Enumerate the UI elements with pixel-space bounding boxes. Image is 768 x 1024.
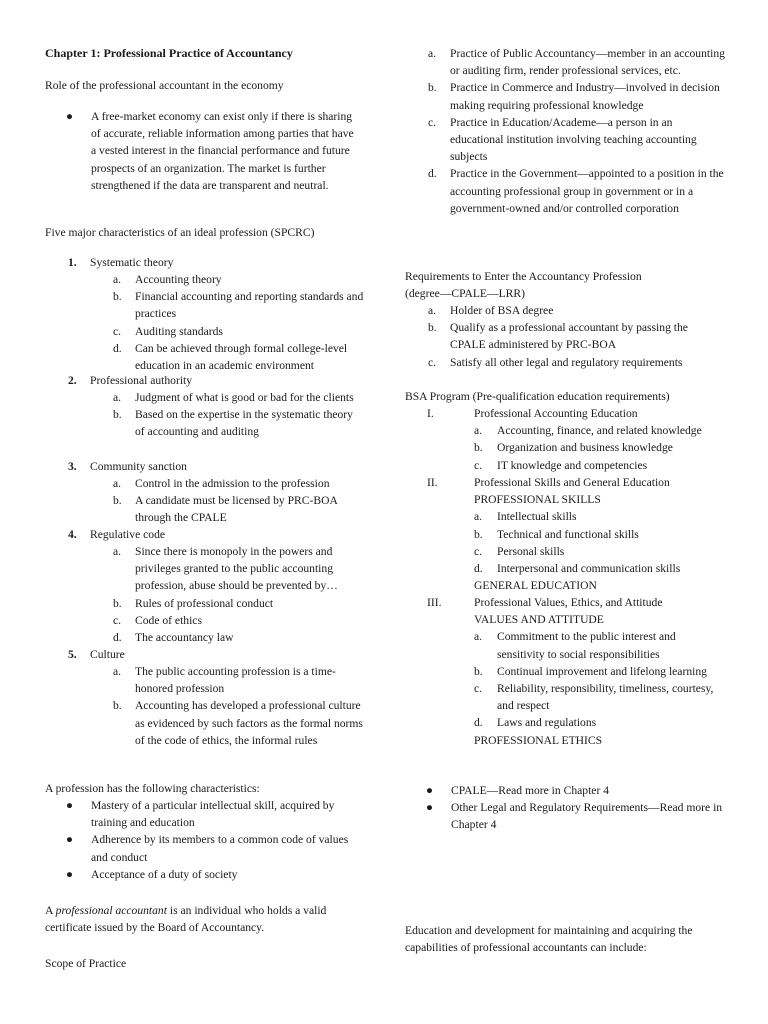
- five-characteristics-heading: Five major characteristics of an ideal profession (SPCRC): [45, 226, 315, 239]
- profession-heading: A profession has the following characteristics:: [45, 782, 260, 795]
- list-item: Laws and regulations: [497, 716, 597, 730]
- list-item: Commitment to the public interest and sensitivity to social responsibilities: [497, 630, 676, 661]
- list-item: Acceptance of a duty of society: [91, 867, 238, 881]
- list-item: Qualify as a professional accountant by passing the CPALE administered by PRC-BOA: [450, 321, 688, 352]
- list-item: Practice in the Government—appointed to a position in the accounting professional group in government or in a government-owned and/or controlled corporation: [450, 167, 724, 215]
- characteristic-label: Community sanction: [90, 460, 187, 473]
- section-label: Professional Accounting Education: [474, 407, 638, 420]
- list-item: Adherence by its members to a common code of values and conduct: [91, 833, 349, 864]
- list-item: Accounting has developed a professional culture as evidenced by such factors as the formal norms of the code of ethics, the informal rules: [135, 699, 363, 747]
- role-heading: Role of the professional accountant in the economy: [45, 79, 284, 92]
- section-label: Professional Skills and General Education: [474, 476, 670, 489]
- characteristic-3: 3. Community sanction a. Control in the admission to the profession b. A candidate must be licensed by PRC-BOA through the CPALE: [68, 460, 338, 525]
- bullet-icon: ●: [66, 799, 74, 812]
- bsa-heading: BSA Program (Pre-qualification education requirements): [405, 390, 670, 403]
- roman-numeral: III.: [427, 596, 442, 609]
- list-item: Financial accounting and reporting standards and practices: [135, 290, 364, 321]
- list-item: Organization and business knowledge: [497, 441, 673, 455]
- profession-bullets: [66, 797, 364, 883]
- list-item: Control in the admission to the profession: [135, 477, 330, 490]
- characteristic-label: Systematic theory: [90, 256, 174, 269]
- bsa-section-2: II. Professional Skills and General Education PROFESSIONAL SKILLS a. Intellectual skills b. Technical and functional skills c. Personal skills d. Interpersonal and communication skills GENERAL EDUCATION: [405, 474, 725, 594]
- characteristic-4: 4. Regulative code a. Since there is monopoly in the powers and privileges granted to the public accounting profession, abuse should be prevented by… b. Rules of professional conduct c. Code of ethics d. The accountancy law: [68, 528, 338, 645]
- characteristic-label: Professional authority: [90, 374, 193, 387]
- list-item: Holder of BSA degree: [450, 304, 554, 317]
- section-label: Professional Values, Ethics, and Attitude: [474, 596, 663, 609]
- bullet-icon: ●: [66, 110, 74, 123]
- list-item: Technical and functional skills: [497, 527, 639, 541]
- list-item: Continual improvement and lifelong learning: [497, 664, 707, 678]
- list-item: Since there is monopoly in the powers and privileges granted to the public accounting profession, abuse should be prevented by…: [135, 545, 338, 593]
- scope-list: a. Practice of Public Accountancy—member in an accounting or auditing firm, render professional services, etc. b. Practice in Commerce and Industry—involved in decision making requiring professional knowledge c. Practice in Education/Academe—a person in an educational institution involving teaching accounting subjects d. Practice in the Government—appointed to a position in the accounting professional group in government or in a government-owned and/or controlled corporation: [428, 47, 725, 215]
- bullet-icon: ●: [66, 833, 74, 847]
- list-item: Practice of Public Accountancy—member in an accounting or auditing firm, render professional services, etc.: [450, 47, 725, 78]
- list-item: Practice in Education/Academe—a person in an educational institution involving teaching accounting subjects: [450, 115, 697, 164]
- scope-heading: Scope of Practice: [45, 957, 127, 970]
- list-item: IT knowledge and competencies: [497, 458, 648, 472]
- roman-numeral: II.: [427, 476, 438, 489]
- bsa-section-1: I. Professional Accounting Education a. Accounting, finance, and related knowledge b. Organization and business knowledge c. IT knowledge and competencies: [427, 407, 702, 472]
- section-subheading: VALUES AND ATTITUDE: [474, 613, 604, 627]
- bullet-icon: ●: [426, 784, 434, 797]
- education-development-text: Education and development for maintaining and acquiring the capabilities of professional accountants can include:: [405, 924, 693, 955]
- chapter-title: Chapter 1: Professional Practice of Accountancy: [45, 46, 293, 60]
- list-number: 2.: [68, 374, 77, 387]
- professional-accountant-definition: A professional accountant is an individual who holds a valid certificate issued by the Board of Accountancy.: [45, 904, 327, 935]
- list-item: Other Legal and Regulatory Requirements—Read more in Chapter 4: [451, 801, 723, 832]
- list-item: Can be achieved through formal college-level education in an academic environment: [135, 341, 348, 373]
- section-footer: GENERAL EDUCATION: [474, 579, 597, 593]
- emphasis-term: professional accountant: [55, 904, 167, 917]
- bullet-icon: ●: [426, 801, 434, 815]
- list-item: Intellectual skills: [497, 510, 577, 524]
- characteristic-label: Culture: [90, 648, 125, 661]
- list-number: 3.: [68, 460, 77, 473]
- section-subheading: PROFESSIONAL SKILLS: [474, 493, 601, 507]
- list-item: Rules of professional conduct: [135, 596, 274, 610]
- list-number: 5.: [68, 648, 77, 661]
- list-item: Mastery of a particular intellectual skill, acquired by training and education: [91, 799, 335, 830]
- list-item: Reliability, responsibility, timeliness, courtesy, and respect: [497, 682, 714, 713]
- list-item: The public accounting profession is a time-honored profession: [135, 665, 336, 696]
- requirements-heading: Requirements to Enter the Accountancy Profession: [405, 270, 642, 283]
- requirements-subheading: (degree—CPALE—LRR): [405, 287, 526, 300]
- list-item: Interpersonal and communication skills: [497, 562, 681, 576]
- role-bullet: [66, 108, 358, 194]
- list-item: Code of ethics: [135, 613, 202, 627]
- list-item: Auditing standards: [135, 324, 223, 338]
- characteristic-1: 1. Systematic theory a. Accounting theory b. Financial accounting and reporting standards and practices c. Auditing standards d. Can be achieved through formal college-level education in an academic environment: [68, 256, 364, 373]
- list-item: Judgment of what is good or bad for the clients: [135, 391, 354, 404]
- list-item: Accounting, finance, and related knowledge: [497, 424, 702, 438]
- characteristic-label: Regulative code: [90, 528, 166, 541]
- list-item: Satisfy all other legal and regulatory requirements: [450, 355, 683, 369]
- list-item: Personal skills: [497, 544, 565, 558]
- list-item: A candidate must be licensed by PRC-BOA through the CPALE: [135, 494, 338, 525]
- roman-numeral: I.: [427, 407, 434, 420]
- role-bullet-text: A free-market economy can exist only if there is sharing of accurate, reliable information among parties that have a vested interest in the financial performance and future prospects of an organization. The market is further strengthened if the data are transparent and neutral.: [91, 110, 354, 192]
- requirements-list: a. Holder of BSA degree b. Qualify as a professional accountant by passing the CPALE administered by PRC-BOA c. Satisfy all other legal and regulatory requirements: [428, 304, 688, 369]
- list-item: Practice in Commerce and Industry—involved in decision making requiring professional knowledge: [450, 81, 720, 112]
- bsa-section-3: III. Professional Values, Ethics, and Attitude VALUES AND ATTITUDE a. Commitment to the public interest and sensitivity to social responsibilities b. Continual improvement and lifelong learning c. Reliability, responsibility, timeliness, courtesy, and respect d. Laws and regulations PROFESSIONAL ETHICS: [405, 594, 725, 749]
- list-item: The accountancy law: [135, 631, 234, 645]
- bottom-bullets: [426, 782, 726, 834]
- list-number: 1.: [68, 256, 77, 269]
- bullet-icon: ●: [66, 867, 74, 881]
- list-number: 4.: [68, 528, 77, 541]
- characteristic-2: 2. Professional authority a. Judgment of what is good or bad for the clients b. Based on the expertise in the systematic theory of accounting and auditing: [68, 374, 354, 439]
- characteristic-5: 5. Culture a. The public accounting profession is a time-honored profession b. Accounting has developed a professional culture as evidenced by such factors as the formal norms of the code of ethics, the informal rules: [68, 648, 363, 747]
- list-item: Accounting theory: [135, 273, 222, 286]
- section-footer: PROFESSIONAL ETHICS: [474, 733, 603, 747]
- list-item: Based on the expertise in the systematic theory of accounting and auditing: [135, 408, 353, 439]
- list-item: CPALE—Read more in Chapter 4: [451, 784, 609, 797]
